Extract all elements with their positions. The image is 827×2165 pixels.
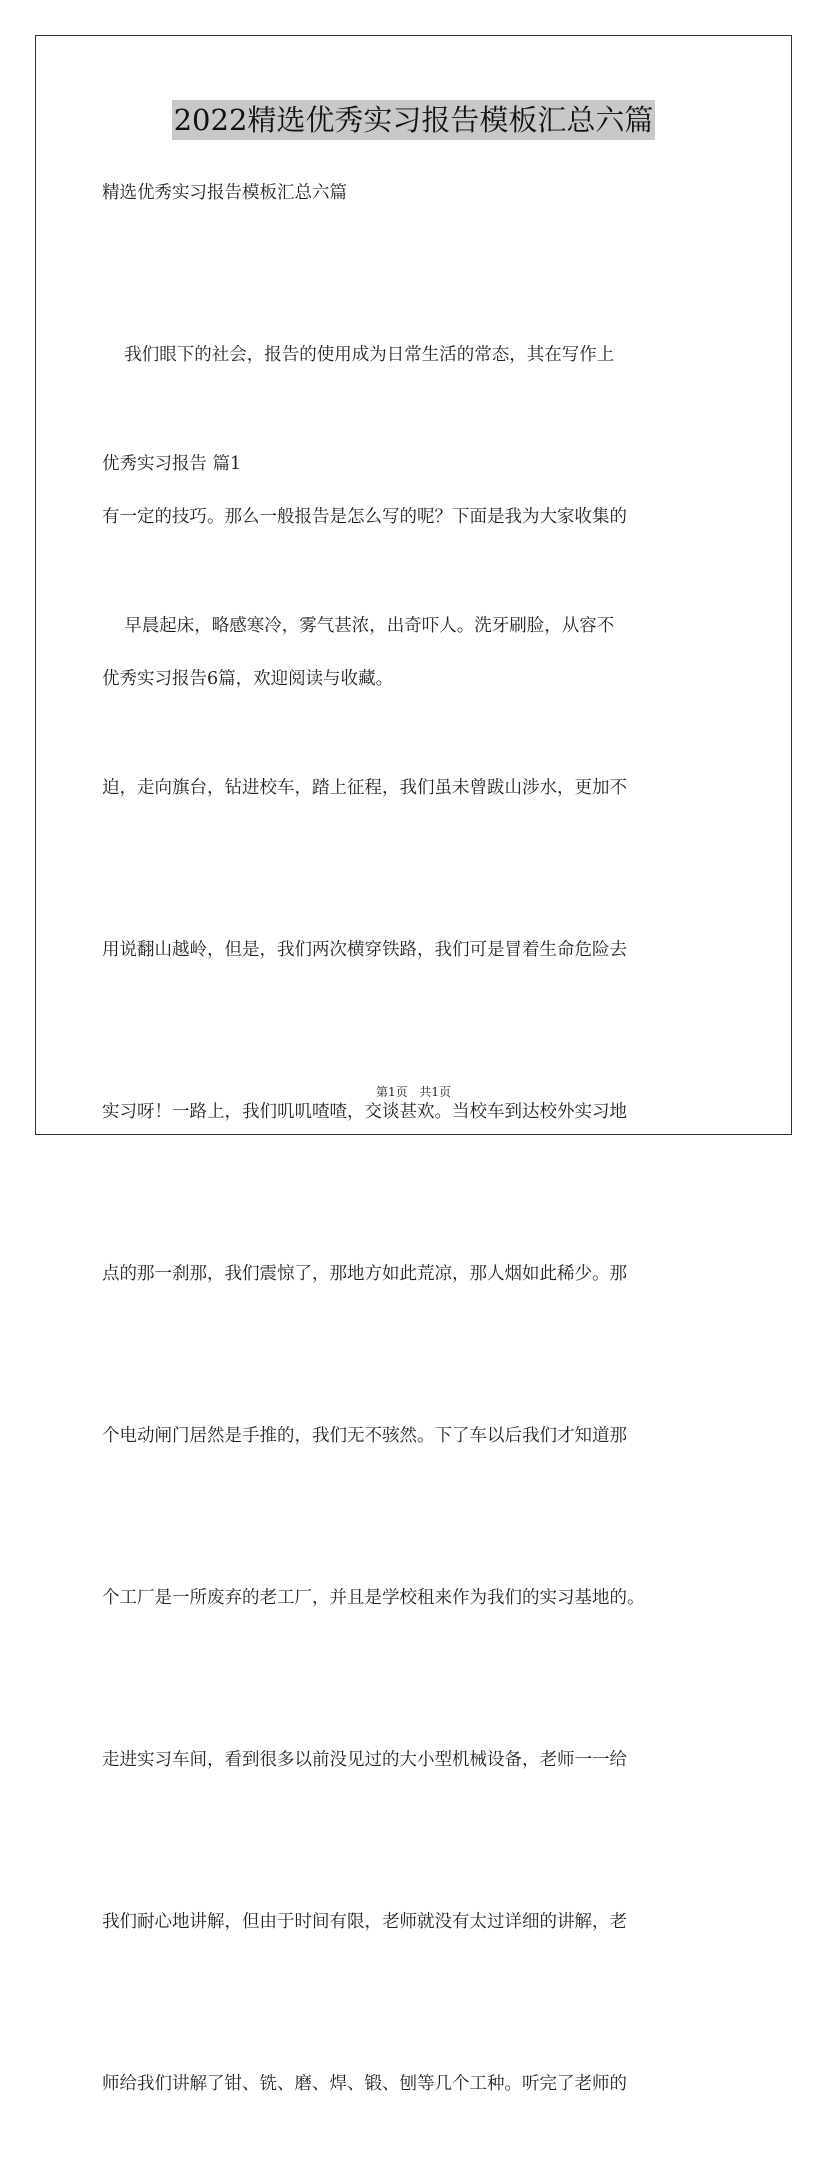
title-container bbox=[0, 100, 827, 140]
intro-line: 优秀实习报告6篇，欢迎阅读与收藏。 bbox=[102, 669, 394, 689]
body-line: 迫，走向旗台，钻进校车，踏上征程，我们虽未曾跋山涉水，更加不 bbox=[102, 778, 627, 798]
section-body bbox=[102, 491, 742, 2165]
body-line: 师给我们讲解了钳、铣、磨、焊、锻、刨等几个工种。听完了老师的 bbox=[102, 2074, 627, 2094]
body-line: 用说翻山越岭，但是，我们两次横穿铁路，我们可是冒着生命危险去 bbox=[102, 940, 627, 960]
body-line: 个工厂是一所废弃的老工厂，并且是学校租来作为我们的实习基地的。 bbox=[102, 1588, 645, 1608]
page-number: 第1页 bbox=[375, 1085, 408, 1099]
document-subtitle: 精选优秀实习报告模板汇总六篇 bbox=[102, 183, 347, 203]
intro-line: 有一定的技巧。那么一般报告是怎么写的呢？下面是我为大家收集的 bbox=[102, 507, 627, 527]
body-line: 个电动闸门居然是手推的，我们无不骇然。下了车以后我们才知道那 bbox=[102, 1426, 627, 1446]
body-line: 走进实习车间，看到很多以前没见过的大小型机械设备，老师一一给 bbox=[102, 1750, 627, 1770]
body-line: 实习呀！一路上，我们叽叽喳喳，交谈甚欢。当校车到达校外实习地 bbox=[102, 1102, 627, 1122]
total-pages: 共1页 bbox=[419, 1085, 452, 1099]
document-title: 2022精选优秀实习报告模板汇总六篇 bbox=[172, 100, 656, 140]
page-footer bbox=[0, 1083, 827, 1100]
section-heading: 优秀实习报告 篇1 bbox=[102, 454, 242, 474]
intro-line: 我们眼下的社会，报告的使用成为日常生活的常态，其在写作上 bbox=[102, 345, 615, 365]
body-line: 我们耐心地讲解，但由于时间有限，老师就没有太过详细的讲解，老 bbox=[102, 1912, 627, 1932]
body-line: 点的那一刹那，我们震惊了，那地方如此荒凉，那人烟如此稀少。那 bbox=[102, 1264, 627, 1284]
body-line: 早晨起床，略感寒冷，雾气甚浓，出奇吓人。洗牙刷脸，从容不 bbox=[102, 616, 615, 636]
